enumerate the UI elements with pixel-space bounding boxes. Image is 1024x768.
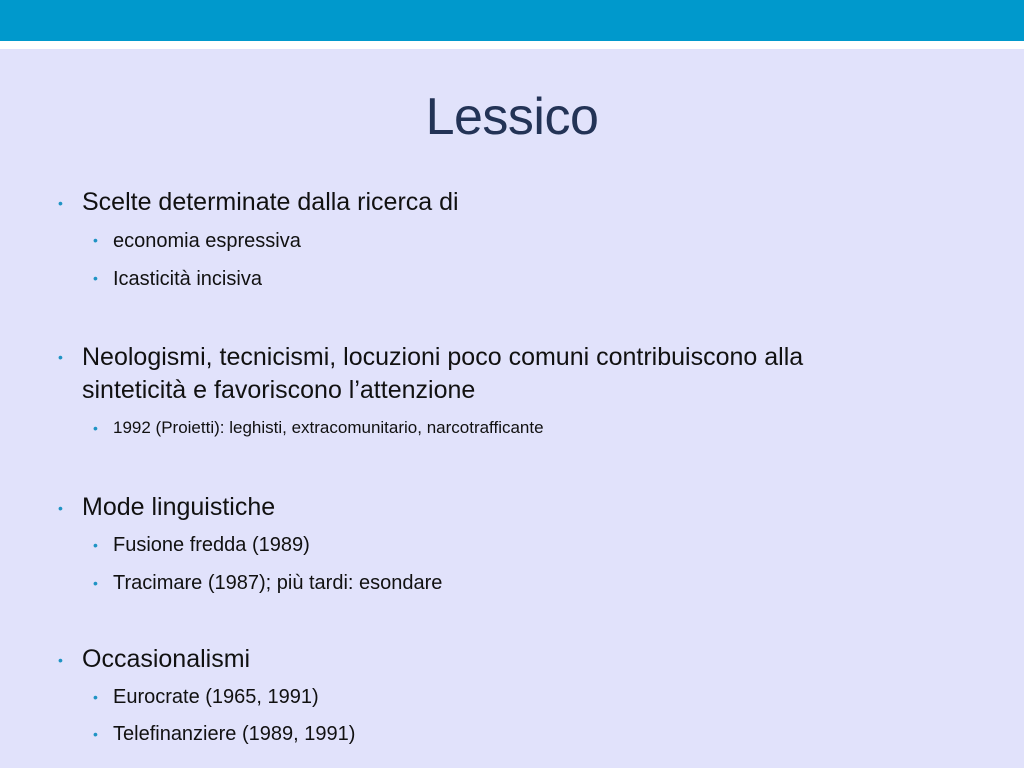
sub-item-economia: economia espressiva [113,230,301,252]
bullet-icon: • [58,349,63,365]
list-item-occasionalismi: Occasionalismi [82,645,251,673]
bullet-icon: • [93,575,98,591]
bullet-icon: • [58,500,63,516]
sub-item-fusione: Fusione fredda (1989) [113,534,310,556]
list-item-neologismi-line1: Neologismi, tecnicismi, locuzioni poco comuni contribuiscono alla [82,343,804,371]
bullet-icon: • [93,726,98,742]
sub-item-tracimare: Tracimare (1987); più tardi: esondare [113,572,443,594]
list-item-neologismi-line2: sinteticità e favoriscono l’attenzione [82,376,476,404]
bullet-icon: • [93,689,98,705]
slide-title: Lessico [425,88,599,146]
sub-item-telefinanziere: Telefinanziere (1989, 1991) [113,723,356,745]
bullet-icon: • [93,232,98,248]
list-item-scelte: Scelte determinate dalla ricerca di [82,188,459,216]
sub-item-eurocrate: Eurocrate (1965, 1991) [113,686,319,708]
bullet-icon: • [93,537,98,553]
bullet-icon: • [58,652,63,668]
bullet-icon: • [93,270,98,286]
list-item-mode: Mode linguistiche [82,493,276,521]
sub-item-icasticita: Icasticità incisiva [113,268,262,290]
sub-item-proietti: 1992 (Proietti): leghisti, extracomunitario, narcotrafficante [113,418,544,437]
bullet-icon: • [93,420,98,436]
bullet-icon: • [58,195,63,211]
